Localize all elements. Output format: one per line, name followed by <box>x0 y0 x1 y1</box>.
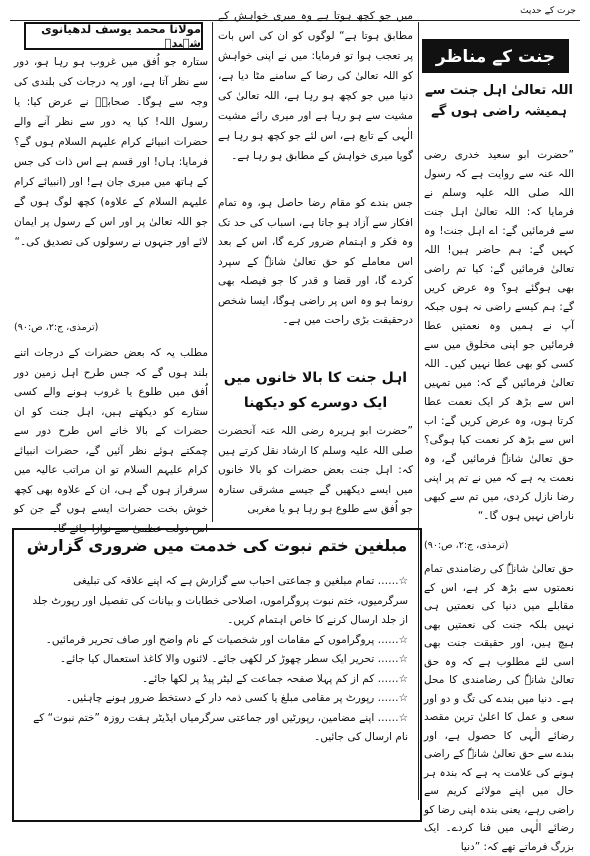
notice-item: ☆…… تمام مبلغین و جماعتی احباب سے گزارش ہے کہ اپنے علاقہ کی تبلیغی سرگرمیوں، ختم نبوت پروگراموں، اصلاحی خطابات و بیانات کی تفصیل اور رپورٹ جلد از جلد ارسال کرنے کا خاص اہتمام کریں۔ <box>32 575 408 626</box>
left-body-bottom-text: مطلب یہ کہ بعض حضرات کے درجات اتنے بلند ہوں گے کہ جس طرح اہل زمین دور اُفق میں طلوع یا غروب ہونے والے کسی ستارے کو دیکھتے ہیں، اہل جنت کو ان حضرات کے بالا خانے اس طرح دور سے چمکتے ہوئے نظر آئیں گے، حضرات انبیائے کرام علیہم السلام تو ان مراتب عالیہ میں سرفراز ہوں گے ہی، ان کے علاوہ بھی کچھ خوش بخت حضرات ایسے ہوں گے جن کو اس دولت عظمیٰ سے نوازا جائے گا۔ <box>14 347 208 535</box>
right-column-body <box>424 146 574 532</box>
left-body-top-text: ستارہ جو اُفق میں غروب ہو رہا ہو، دور سے نظر آتا ہے، اور یہ درجات کی بلندی کی وجہ سے ہوگا۔ صحابہؓ نے عرض کیا: یا رسول اللہ! کیا یہ دور سے نظر آنے والے حضرات انبیائے کرام علیہم السلام ہوں گے؟ فرمایا: ہاں! اور قسم ہے اس ذات کی جس کے ہاتھ میں میری جان ہے! اور (انبیائے کرام علیہم السلام کے علاوہ) کچھ لوگ ہوں گے جو اللہ تعالیٰ پر اور اس کے رسول پر ایمان لائے اور جنہوں نے رسولوں کی تصدیق کی۔“ <box>14 56 208 248</box>
right-body-text: ”حضرت ابو سعید خدری رضی اللہ عنہ سے روایت ہے کہ رسول اللہ صلی اللہ علیہ وسلم نے فرمایا کہ: اللہ تعالیٰ اہل جنت سے فرمائیں گے: اے اہل جنت! وہ کہیں گے: ہم حاضر ہیں! اللہ تعالیٰ فرمائیں گے: کیا تم راضی بھی ہوگئے ہو؟ وہ عرض کریں گے: ہم کیسے راضی نہ ہوں جبکہ آپ نے ہمیں وہ نعمتیں عطا فرمائیں جو اپنی مخلوق میں سے کسی کو بھی عطا نہیں کیں۔ اللہ تعالیٰ فرمائیں گے کہ: میں تمہیں اس سے بڑھ کر ایک نعمت عطا کرتا ہوں، وہ عرض کریں گے: اب اس سے بڑھ کر نعمت کیا ہوگی؟ حق تعالیٰ شانہٗ فرمائیں گے، وہ نعمت یہ ہے کہ میں نے تم پر اپنی رضا نازل کردی، میں تم سے کبھی ناراض نہیں ہوں گا۔“ <box>424 149 574 522</box>
notice-item: ☆…… پروگراموں کے مقامات اور شخصیات کے نام واضح اور صاف تحریر فرمائیں۔ <box>45 633 408 646</box>
notice-item: ☆…… رپورٹ پر مقامی مبلغ یا کسی ذمہ دار کے دستخط ضرور ہونے چاہئیں۔ <box>66 692 408 704</box>
section-banner: جنت کے مناظر <box>422 39 569 73</box>
notice-item: ☆…… تحریر ایک سطر چھوڑ کر لکھی جائے۔ لائنوں والا کاغذ استعمال کیا جائے۔ <box>59 653 408 665</box>
middle-body-bottom <box>218 422 413 522</box>
notice-title: مبلغین ختم نبوت کی خدمت میں ضروری گزارش <box>26 536 408 555</box>
right-subheading-box <box>424 80 574 144</box>
notice-item: ☆…… اپنے مضامین، رپورٹیں اور جماعتی سرگرمیاں ایڈیٹر ہفت روزہ ”ختم نبوت“ کے نام ارسال کی جائیں۔ <box>33 711 408 743</box>
page-header-tag: جرت کے حدیث <box>520 6 576 16</box>
notice-box <box>12 528 422 822</box>
left-body-top <box>14 52 208 310</box>
right-subheading: اللہ تعالیٰ اہل جنت سے ہمیشہ راضی ہوں گے <box>424 83 573 119</box>
middle-heading-box <box>218 366 413 418</box>
right-column-body-2 <box>424 560 574 853</box>
right-body-text-2: حق تعالیٰ شانہٗ کی رضامندی تمام نعمتوں سے بڑھ کر ہے، اس کے مقابلے میں دنیا کی نعمتیں ہی نہیں بلکہ جنت کی نعمتیں بھی ہیچ ہیں، اور حقیقت جنت بھی اسی لئے مطلوب ہے کہ وہ حق تعالیٰ شانہٗ کی رضامندی کا محل ہے۔ دنیا میں بندے کی تگ و دو اور سعی و عمل کا اعلیٰ ترین مقصد رضائے الٰہی کا حصول ہے، اور بندے سے حق تعالیٰ شانہٗ کے راضی ہونے کی علامت یہ ہے کہ بندہ ہر حال میں اپنے مولائے کریم سے راضی رہے، یعنی بندہ اپنی رضا کو رضائے الٰہی میں فنا کردے۔ ایک بزرگ فرماتے تھے کہ: ”دنیا <box>424 563 574 853</box>
left-citation: (ترمذی، ج:۲، ص:۹۰) <box>14 322 99 333</box>
middle-body-top <box>218 6 413 188</box>
column-divider-left <box>212 22 213 522</box>
middle-heading: اہل جنت کا بالا خانوں میں ایک دوسرے کو دیکھنا <box>223 370 408 411</box>
right-citation: (ترمذی، ج:۲، ص:۹۰) <box>424 540 509 551</box>
notice-item: ☆…… کم از کم پہلا صفحہ جماعت کے لیٹر پیڈ پر لکھا جائے۔ <box>141 672 408 685</box>
middle-body-top-text: میں جو کچھ ہوتا ہے وہ میری خواہش کے مطابق ہوتا ہے“ لوگوں کو ان کی اس بات پر تعجب ہوا تو فرمایا: میں نے اپنی خواہش کو اللہ تعالیٰ کی رضا کے سامنے مٹا دیا ہے، دنیا میں جو کچھ ہو رہا ہے، اللہ تعالیٰ کی مشیت سے ہو رہا ہے اور میری رائے مشیت الٰہی کے تابع ہے، اس لئے جو کچھ ہو رہا ہے گویا میری خواہش کے مطابق ہو رہا ہے۔ <box>218 10 413 162</box>
middle-body-mid-text: جس بندے کو مقام رضا حاصل ہو، وہ تمام افکار سے آزاد ہو جاتا ہے، اسباب کی حد تک وہ فکر و اہتمام ضرور کرے گا، اس کے بعد اس معاملے کو حق تعالیٰ شانہٗ کے سپرد کردے گا، اور قضا و قدر کا جو فیصلہ بھی رونما ہو وہ اس پر راضی ہوگا، ایسا شخص درحقیقت بڑی راحت میں ہے۔ <box>218 197 413 326</box>
notice-list <box>28 572 408 748</box>
author-byline: مولانا محمد یوسف لدھیانوی شہیدؒ <box>24 22 203 50</box>
left-body-bottom <box>14 344 208 535</box>
middle-body-bottom-text: ”حضرت ابو ہریرہ رضی اللہ عنہ آنحضرت صلی اللہ علیہ وسلم کا ارشاد نقل کرتے ہیں کہ: اہل جنت بعض حضرات کو بالا خانوں میں ایسے دیکھیں گے جیسے مشرقی ستارہ جو اُفق سے طلوع ہو رہا ہو یا مغربی <box>218 425 413 515</box>
middle-body-mid <box>218 194 413 352</box>
